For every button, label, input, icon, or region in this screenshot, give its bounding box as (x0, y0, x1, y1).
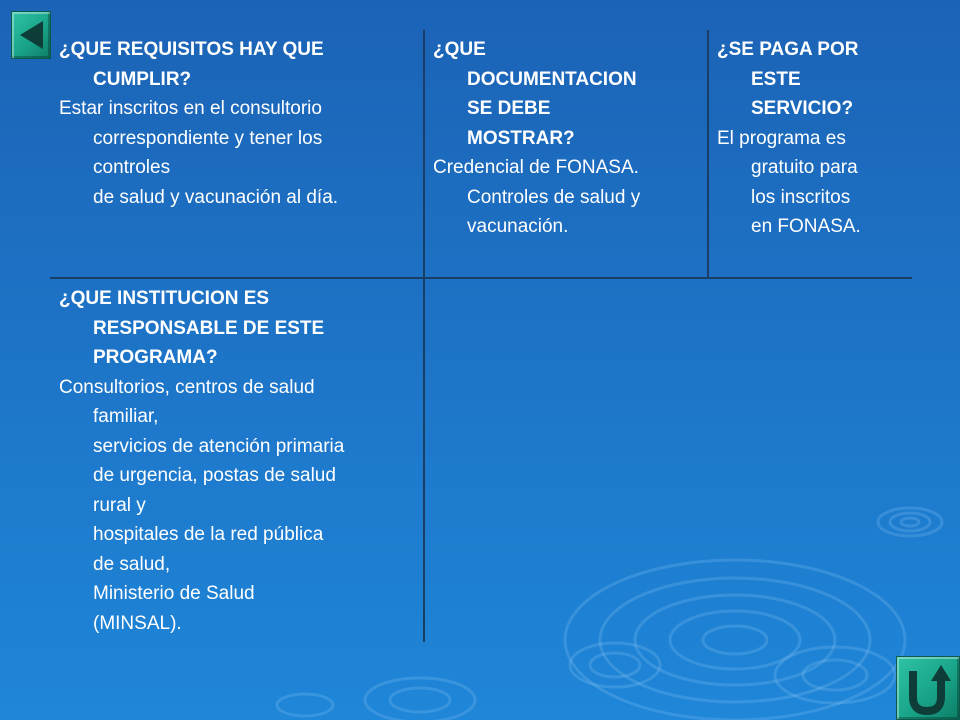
back-button[interactable] (11, 11, 51, 59)
documentation-question: ¿QUE DOCUMENTACION SE DEBE MOSTRAR? (433, 39, 637, 149)
requirements-answer: Estar inscritos en el consultorio correspondiente y tener los controles de salud y vacunación al día. (59, 98, 339, 208)
payment-question: ¿SE PAGA POR ESTE SERVICIO? (717, 39, 859, 119)
payment-answer: El programa es gratuito para los inscritos en FONASA. (717, 127, 861, 237)
payment-cell (717, 35, 917, 242)
grid-vertical-line-2 (707, 30, 709, 278)
documentation-cell (433, 35, 705, 242)
grid-vertical-line-1 (423, 30, 425, 642)
institution-cell (59, 284, 421, 638)
requirements-cell (59, 35, 421, 212)
documentation-answer: Credencial de FONASA. Controles de salud y vacunación. (433, 157, 641, 237)
institution-question: ¿QUE INSTITUCION ES RESPONSABLE DE ESTE PROGRAMA? (59, 288, 325, 368)
requirements-question: ¿QUE REQUISITOS HAY QUE CUMPLIR? (59, 39, 324, 90)
grid-horizontal-line (50, 277, 912, 279)
u-turn-arrow-icon (897, 657, 959, 719)
return-button[interactable] (896, 656, 960, 720)
left-triangle-icon (12, 12, 50, 58)
institution-answer: Consultorios, centros de salud familiar, servicios de atención primaria de urgencia, postas de salud rural y hospitales de la red pública de salud, Ministerio de Salud (MINSAL). (59, 376, 345, 634)
